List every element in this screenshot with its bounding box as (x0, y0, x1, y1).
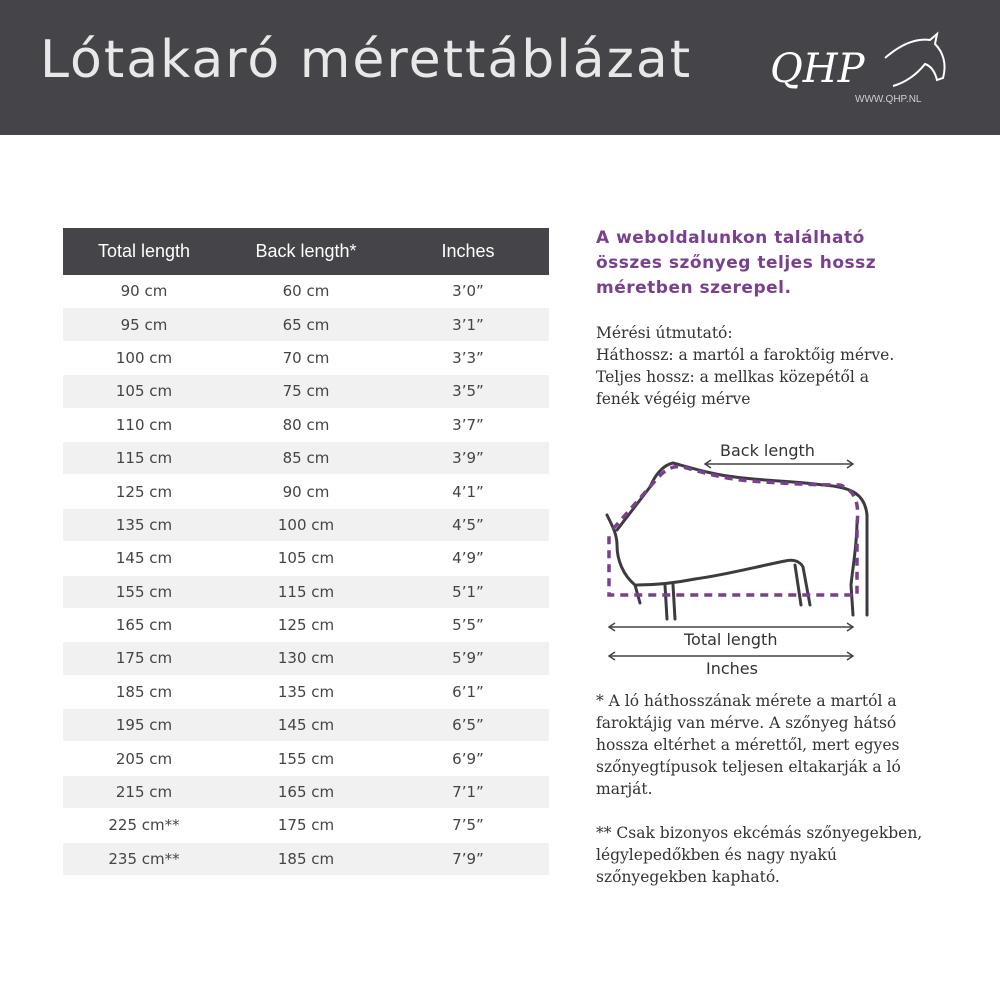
cell-total-length: 90 cm (120, 282, 168, 301)
cell-back-length: 135 cm (277, 682, 335, 701)
table-row (63, 676, 549, 709)
guide-line: Teljes hossz: a mellkas közepétől a (596, 368, 869, 386)
cell-back-length: 70 cm (282, 348, 330, 367)
table-row (63, 776, 549, 809)
page-title: Lótakaró mérettáblázat (40, 30, 693, 90)
note-line: szőnyegekben kapható. (596, 868, 780, 886)
cell-total-length: 185 cm (115, 682, 173, 701)
cell-back-length: 75 cm (282, 382, 330, 401)
guide-line: Háthossz: a martól a faroktőig mérve. (596, 346, 895, 364)
inches-label: Inches (706, 659, 758, 678)
table-body (63, 275, 549, 876)
cell-inches: 3’5” (452, 382, 484, 401)
cell-back-length: 85 cm (282, 449, 330, 468)
cell-back-length: 125 cm (277, 616, 335, 635)
table-row (63, 542, 549, 575)
header-bar (0, 0, 1000, 135)
table-row (63, 342, 549, 375)
cell-inches: 7’9” (452, 849, 484, 868)
cell-inches: 3’9” (452, 449, 484, 468)
cell-back-length: 115 cm (277, 582, 335, 601)
back-length-label: Back length (720, 441, 815, 460)
cell-total-length: 165 cm (115, 616, 173, 635)
cell-inches: 3’0” (452, 282, 484, 301)
cell-total-length: 125 cm (115, 482, 173, 501)
note-line: marját. (596, 780, 653, 798)
highlight-line: méretben szerepel. (596, 278, 792, 298)
table-row (63, 375, 549, 408)
note-line: faroktájig van mérve. A szőnyeg hátsó (596, 714, 897, 732)
total-length-label: Total length (684, 630, 778, 649)
cell-inches: 7’1” (452, 783, 484, 802)
cell-back-length: 130 cm (277, 649, 335, 668)
cell-back-length: 165 cm (277, 783, 335, 802)
note-line: szőnyegtípusok teljesen eltakarják a ló (596, 758, 901, 776)
cell-total-length: 205 cm (115, 749, 173, 768)
table-row (63, 609, 549, 642)
cell-inches: 5’9” (452, 649, 484, 668)
cell-total-length: 110 cm (115, 415, 173, 434)
horse-head-icon (885, 34, 945, 86)
cell-inches: 3’1” (452, 315, 484, 334)
table-row (63, 442, 549, 475)
cell-inches: 7’5” (452, 816, 484, 835)
cell-back-length: 175 cm (277, 816, 335, 835)
highlight-text (596, 226, 896, 301)
cell-back-length: 145 cm (277, 716, 335, 735)
note-back-length (596, 690, 966, 800)
cell-total-length: 100 cm (115, 348, 173, 367)
table-row (63, 275, 549, 308)
cell-inches: 4’9” (452, 549, 484, 568)
size-table (63, 228, 549, 876)
note-availability (596, 822, 966, 888)
guide-line: Mérési útmutató: (596, 324, 733, 342)
note-line: hossza eltérhet a mérettől, mert egyes (596, 736, 900, 754)
guide-line: fenék végéig mérve (596, 390, 751, 408)
horse-measurement-diagram (595, 435, 875, 680)
cell-back-length: 100 cm (277, 515, 335, 534)
cell-inches: 3’7” (452, 415, 484, 434)
cell-total-length: 115 cm (115, 449, 173, 468)
cell-back-length: 185 cm (277, 849, 335, 868)
col-header-inches: Inches (441, 241, 495, 261)
table-row (63, 843, 549, 876)
note-line: légylepedőkben és nagy nyakú (596, 846, 837, 864)
cell-back-length: 60 cm (282, 282, 330, 301)
cell-back-length: 80 cm (282, 415, 330, 434)
measuring-guide (596, 322, 936, 410)
cell-inches: 5’1” (452, 582, 484, 601)
note-line: ** Csak bizonyos ekcémás szőnyegekben, (596, 824, 923, 842)
cell-inches: 6’9” (452, 749, 484, 768)
table-row (63, 642, 549, 675)
table-row (63, 809, 549, 842)
logo-url: WWW.QHP.NL (855, 94, 922, 105)
cell-inches: 3’3” (452, 348, 484, 367)
col-header-total-length: Total length (97, 241, 191, 261)
cell-back-length: 90 cm (282, 482, 330, 501)
qhp-logo (765, 30, 950, 110)
cell-back-length: 105 cm (277, 549, 335, 568)
table-row (63, 475, 549, 508)
highlight-line: A weboldalunkon található (596, 228, 865, 248)
cell-total-length: 155 cm (115, 582, 173, 601)
table-row (63, 509, 549, 542)
cell-inches: 4’1” (452, 482, 484, 501)
table-header (63, 228, 549, 275)
cell-total-length: 95 cm (120, 315, 168, 334)
cell-back-length: 65 cm (282, 315, 330, 334)
cell-total-length: 175 cm (115, 649, 173, 668)
cell-total-length: 215 cm (115, 783, 173, 802)
cell-total-length: 235 cm** (108, 849, 180, 868)
table-row (63, 576, 549, 609)
cell-total-length: 225 cm** (108, 816, 180, 835)
cell-inches: 6’1” (452, 682, 484, 701)
cell-back-length: 155 cm (277, 749, 335, 768)
table-row (63, 409, 549, 442)
cell-total-length: 145 cm (115, 549, 173, 568)
table-row (63, 709, 549, 742)
cell-inches: 5’5” (452, 616, 484, 635)
cell-inches: 6’5” (452, 716, 484, 735)
cell-inches: 4’5” (452, 515, 484, 534)
highlight-line: összes szőnyeg teljes hossz (596, 253, 877, 273)
cell-total-length: 195 cm (115, 716, 173, 735)
cell-total-length: 105 cm (115, 382, 173, 401)
col-header-back-length: Back length* (255, 241, 357, 261)
note-line: * A ló háthosszának mérete a martól a (596, 692, 897, 710)
table-row (63, 308, 549, 341)
table-row (63, 742, 549, 775)
cell-total-length: 135 cm (115, 515, 173, 534)
logo-text: QHP (770, 46, 865, 92)
